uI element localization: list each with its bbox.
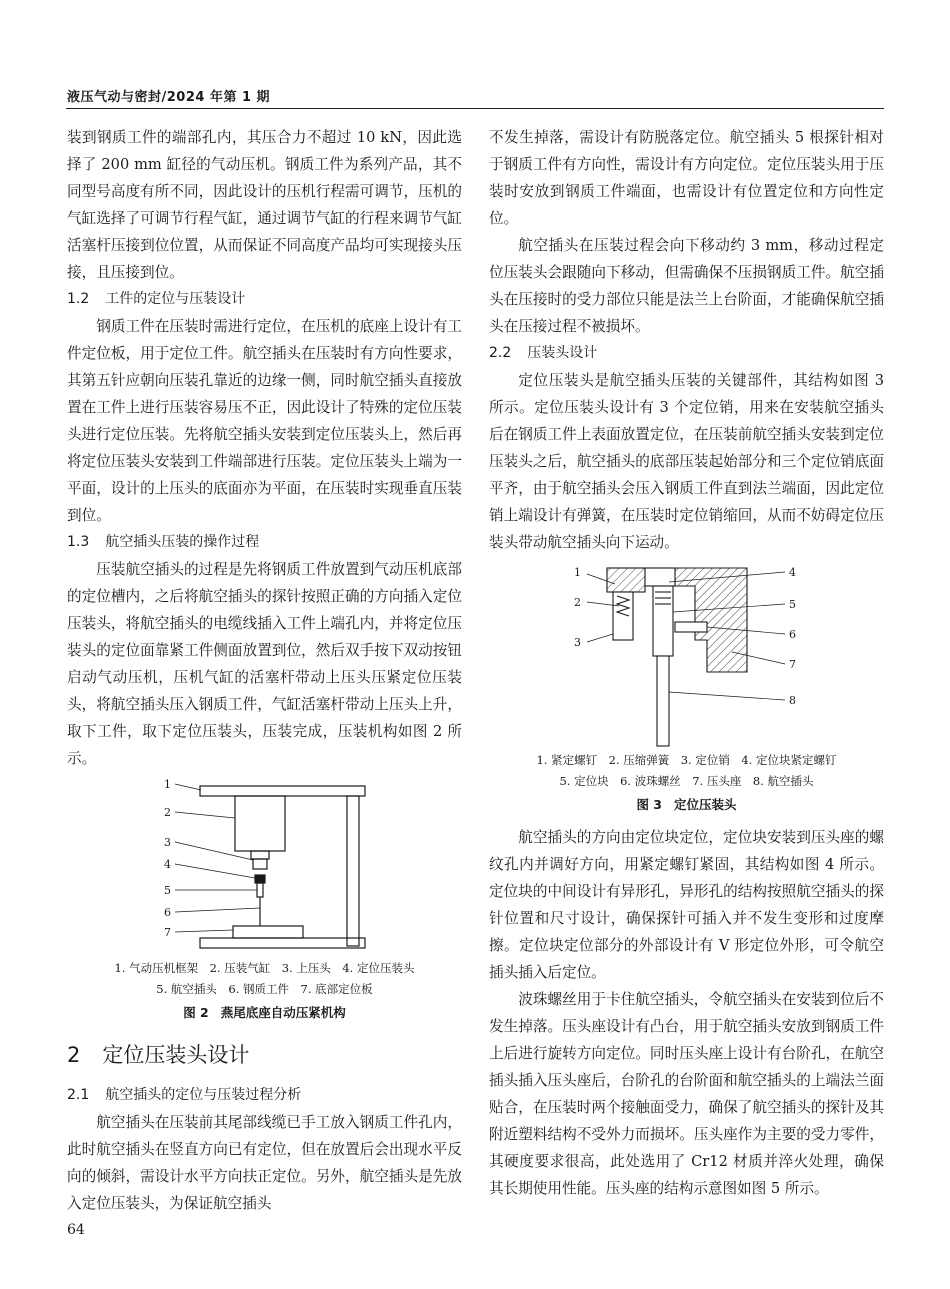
- fig2-legend-line-1: 1. 气动压机框架 2. 压装气缸 3. 上压头 4. 定位压装头: [114, 961, 415, 975]
- section-title: 工件的定位与压装设计: [105, 291, 246, 307]
- page-number: 64: [67, 1222, 85, 1238]
- section-title: 航空插头压装的操作过程: [105, 534, 260, 550]
- plug-housing: [653, 586, 673, 656]
- locating-head: [255, 875, 265, 883]
- fig2-caption-title: 燕尾底座自动压紧机构: [220, 1005, 346, 1020]
- left-column: [67, 124, 462, 1217]
- ball-plunger-screw: [675, 622, 707, 632]
- fig3-caption-title: 定位压装头: [674, 797, 737, 812]
- paragraph-ball-screw: 波珠螺丝用于卡住航空插头，令航空插头在安装到位后不发生掉落。压头座设计有凸台，用于航空插头安放到钢质工件上后进行旋转方向定位。同时压头座上设计有台阶孔，在航空插头插入压头座后，台阶孔的台阶面和航空插头的上端法兰面贴合，在压装时两个接触面受力，确保了航空插头的探针及其附近塑料结构不受外力而损坏。压头座作为主要的受力零件，其硬度要求很高，此处选用了 Cr12 材质并淬火处理，确保其长期使用性能。压头座的结构示意图如图 5 所示。: [489, 991, 884, 1197]
- section-number: 2: [67, 1043, 81, 1067]
- section-1-2-heading: [67, 286, 462, 313]
- fig2-label-7: 7: [163, 926, 171, 939]
- paragraph-1-2: 钢质工件在压装时需进行定位，在压机的底座上设计有工件定位板，用于定位工件。航空插头在压装时有方向性要求，其第五针应朝向压装孔靠近的边缘一侧，同时航空插头直接放置在工件上进行压装容易压不正，因此设计了特殊的定位压装头进行定位压装。先将航空插头安装到定位压装头上，然后再将定位压装头安装到工件端部进行压装。定位压装头上端为一平面，设计的上压头的底面亦为平面，在压装时实现垂直压装到位。: [67, 318, 462, 524]
- locating-head-diagram: [557, 562, 817, 750]
- fig3-label-1: 1: [573, 566, 581, 579]
- fig3-legend-line-1: 1. 紧定螺钉 2. 压缩弹簧 3. 定位销 4. 定位块紧定螺钉: [536, 753, 837, 767]
- section-number: 2.2: [489, 345, 512, 361]
- section-number: 1.2: [67, 291, 90, 307]
- fig3-label-3: 3: [573, 636, 581, 649]
- fig2-label-3: 3: [163, 836, 171, 849]
- aviation-plug: [257, 883, 263, 897]
- figure-3: [489, 562, 884, 816]
- press-machine-diagram: [115, 778, 415, 958]
- fig2-caption: [67, 1002, 462, 1024]
- paragraph-direction: 航空插头的方向由定位块定位，定位块安装到压头座的螺纹孔内并调好方向，用紧定螺钉紧固，其结构如图 4 所示。定位块的中间设计有异形孔，异形孔的结构按照航空插头的探针位置和尺寸设计，确保探针可插入并不发生变形和过度摩擦。定位块定位部分的外部设计有 V 形定位外形，可令航空插头插入后定位。: [489, 829, 884, 981]
- press-head-seat: [675, 568, 747, 672]
- fig2-caption-number: 图 2: [183, 1005, 209, 1020]
- right-column: [489, 124, 884, 1202]
- section-number: 2.1: [67, 1087, 90, 1103]
- fig3-label-2: 2: [573, 596, 581, 609]
- paragraph-movement: 航空插头在压装过程会向下移动约 3 mm，移动过程定位压装头会跟随向下移动，但需确保不压损钢质工件。航空插头在压接时的受力部位只能是法兰上台阶面，才能确保航空插头在压接过程不被损坏。: [489, 237, 884, 335]
- frame-column: [347, 796, 359, 946]
- paragraph-intro: 装到钢质工件的端部孔内，其压合力不超过 10 kN，因此选择了 200 mm 缸径的气动压机。钢质工件为系列产品，其不同型号高度有所不同，因此设计的压机行程需可调节，压机的气缸选择了可调节行程气缸，通过调节气缸的行程来调节气缸活塞杆压接到位位置，从而保证不同高度产品均可实现接头压接，且压接到位。: [67, 129, 462, 281]
- upper-press-head: [253, 859, 267, 869]
- section-1-3-heading: [67, 529, 462, 556]
- fig2-label-6: 6: [163, 906, 171, 919]
- paragraph-2-1: 航空插头在压装前其尾部线缆已手工放入钢质工件孔内，此时航空插头在竖直方向已有定位，但在放置后会出现水平反向的倾斜，需设计水平方向扶正定位。另外，航空插头是先放入定位压装头，为保证航空插头: [67, 1114, 462, 1212]
- cylinder-neck: [251, 851, 269, 859]
- section-number: 1.3: [67, 534, 90, 550]
- fig2-label-1: 1: [163, 778, 171, 791]
- header-rule: [66, 108, 884, 109]
- paragraph-continued: 不发生掉落，需设计有防脱落定位。航空插头 5 根探针相对于钢质工件有方向性，需设计有方向定位。定位压装头用于压装时安放到钢质工件端面，也需设计有位置定位和方向性定位。: [489, 129, 884, 227]
- section-2-2-heading: [489, 340, 884, 367]
- fig3-label-8: 8: [788, 694, 796, 707]
- figure-2: [67, 778, 462, 1024]
- locating-block: [645, 568, 675, 586]
- fig2-label-4: 4: [163, 858, 171, 871]
- fig3-legend-line-2: 5. 定位块 6. 波珠螺丝 7. 压头座 8. 航空插头: [559, 774, 814, 788]
- aviation-plug-rod: [657, 656, 669, 746]
- frame-base: [200, 938, 365, 948]
- fig3-label-5: 5: [788, 598, 796, 611]
- fig3-caption: [489, 794, 884, 816]
- section-2-1-heading: [67, 1082, 462, 1109]
- fig2-label-2: 2: [163, 806, 171, 819]
- section-title: 定位压装头设计: [102, 1043, 250, 1067]
- locating-pin-body: [613, 592, 633, 640]
- section-title: 压装头设计: [527, 345, 598, 361]
- fig3-label-7: 7: [788, 658, 796, 671]
- fig3-caption-number: 图 3: [636, 797, 663, 812]
- fig3-label-4: 4: [788, 566, 796, 579]
- paragraph-1-3: 压装航空插头的过程是先将钢质工件放置到气动压机底部的定位槽内，之后将航空插头的探针按照正确的方向插入定位压装头，将航空插头的电缆线插入工件上端孔内，并将定位压装头的定位面靠紧工件侧面放置到位，然后双手按下双动按钮启动气动压机，压机气缸的活塞杆带动上压头压紧定位压装头，将航空插头压入钢质工件，气缸活塞杆带动上压头上升，取下工件，取下定位压装头，压装完成，压装机构如图 2 所示。: [67, 561, 462, 767]
- cylinder-body: [235, 796, 285, 851]
- fig3-label-6: 6: [788, 628, 796, 641]
- section-2-heading: [67, 1040, 462, 1070]
- fig2-legend-line-2: 5. 航空插头 6. 钢质工件 7. 底部定位板: [156, 982, 373, 996]
- locating-plate: [233, 926, 303, 938]
- journal-header: 液压气动与密封/2024 年第 1 期: [67, 90, 271, 105]
- section-title: 航空插头的定位与压装过程分析: [105, 1087, 302, 1103]
- fig2-label-5: 5: [163, 884, 171, 897]
- paragraph-2-2: 定位压装头是航空插头压装的关键部件，其结构如图 3 所示。定位压装头设计有 3 个定位销，用来在安装航空插头后在钢质工件上表面放置定位，在压装前航空插头安装到定位压装头之后，航空插头的底部压装起始部分和三个定位销底面平齐，由于航空插头会压入钢质工件直到法兰端面，因此定位销上端设计有弹簧，在压装时定位销缩回，从而不妨碍定位压装头带动航空插头向下运动。: [489, 372, 884, 551]
- frame-top-beam: [200, 786, 365, 796]
- left-housing: [607, 568, 645, 592]
